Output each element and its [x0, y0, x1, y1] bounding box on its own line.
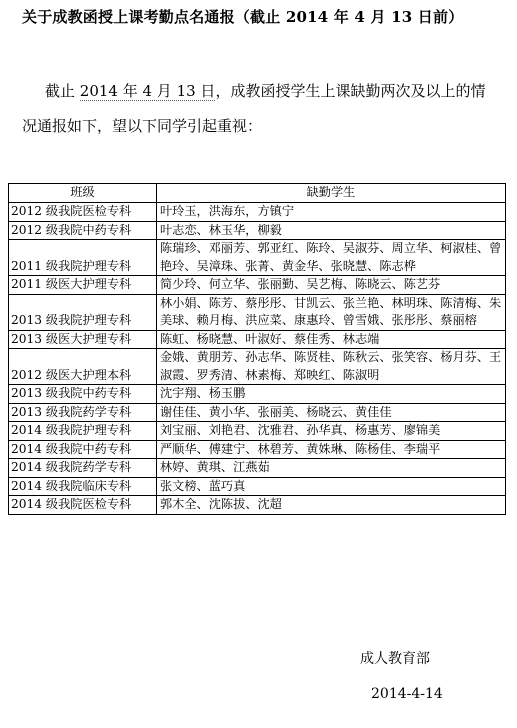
students-cell: 张文榜、蓝巧真: [157, 477, 506, 496]
students-cell: 刘宝丽、刘艳君、沈雅君、孙华真、杨惠芳、廖锦美: [157, 422, 506, 441]
class-cell: 2014 级我院临床专科: [9, 477, 157, 496]
document-title: 关于成教函授上课考勤点名通报（截止 2014 年 4 月 13 日前）: [22, 8, 464, 26]
table-row: [9, 459, 506, 478]
table-row: [9, 203, 506, 222]
students-cell: 谢佳佳、黄小华、张丽美、杨晓云、黄佳佳: [157, 403, 506, 422]
table-row: [9, 349, 506, 385]
table-row: [9, 403, 506, 422]
class-cell: 2011 级医大护理专科: [9, 276, 157, 295]
table-row: [9, 240, 506, 276]
students-cell: 郭木全、沈陈拔、沈超: [157, 496, 506, 515]
class-cell: 2013 级我院护理专科: [9, 294, 157, 330]
footer-department: 成人教育部: [360, 651, 430, 667]
class-cell: 2013 级我院药学专科: [9, 403, 157, 422]
absence-table: [8, 183, 506, 515]
students-cell: 沈宇翔、杨玉鹏: [157, 385, 506, 404]
students-cell: 林婷、黄琪、江燕茹: [157, 459, 506, 478]
class-cell: 2012 级医大护理本科: [9, 349, 157, 385]
students-cell: 叶志恋、林玉华，柳毅: [157, 221, 506, 240]
table-row: [9, 385, 506, 404]
students-cell: 陈虹、杨晓慧、叶淑好、蔡佳秀、林志端: [157, 330, 506, 349]
table-row: [9, 440, 506, 459]
class-cell: 2012 级我院医检专科: [9, 203, 157, 222]
students-cell: 陈瑞珍、邓丽芳、郭亚红、陈玲、吴淑芬、周立华、柯淑桂、曾艳玲、吴漳珠、张菁、黄金华、张晓慧、陈志桦: [157, 240, 506, 276]
class-cell: 2012 级我院中药专科: [9, 221, 157, 240]
table-row: [9, 496, 506, 515]
table-row: [9, 276, 506, 295]
intro-line-1: [45, 80, 515, 101]
header-students: 缺勤学生: [157, 184, 506, 203]
table-row: [9, 294, 506, 330]
class-cell: 2014 级我院药学专科: [9, 459, 157, 478]
table-header-row: [9, 184, 506, 203]
header-class: 班级: [9, 184, 157, 203]
class-cell: 2011 级我院护理专科: [9, 240, 157, 276]
students-cell: 严顺华、傅建宁、林碧芳、黄姝琳、陈杨佳、李瑞平: [157, 440, 506, 459]
class-cell: 2014 级我院中药专科: [9, 440, 157, 459]
class-cell: 2014 级我院护理专科: [9, 422, 157, 441]
table-row: [9, 477, 506, 496]
students-cell: 金娥、黄朋芳、孙志华、陈贤桂、陈秋云、张笑容、杨月芬、王淑霞、罗秀清、林素梅、郑映红、陈淑明: [157, 349, 506, 385]
students-cell: 叶玲玉，洪海东，方镇宁: [157, 203, 506, 222]
table-row: [9, 221, 506, 240]
intro-prefix: 截止: [45, 82, 80, 100]
intro-line-2: 况通报如下，望以下同学引起重视：: [22, 117, 263, 135]
table-row: [9, 422, 506, 441]
footer-date: 2014-4-14: [371, 686, 443, 702]
table-row: [9, 330, 506, 349]
intro-suffix: ，成教函授学生上课缺勤两次及以上的情: [215, 82, 486, 100]
class-cell: 2013 级医大护理专科: [9, 330, 157, 349]
class-cell: 2013 级我院中药专科: [9, 385, 157, 404]
students-cell: 林小娟、陈芳、蔡彤彤、甘凯云、张兰艳、林明珠、陈清梅、朱美球、赖月梅、洪应菜、康惠玲、曾雪娥、张彤彤、蔡丽榕: [157, 294, 506, 330]
table-body: [9, 203, 506, 515]
class-cell: 2014 级我院医检专科: [9, 496, 157, 515]
intro-date: 2014 年 4 月 13 日: [79, 82, 216, 100]
students-cell: 简少玲、何立华、张丽勤、吴艺梅、陈晓云、陈艺芬: [157, 276, 506, 295]
